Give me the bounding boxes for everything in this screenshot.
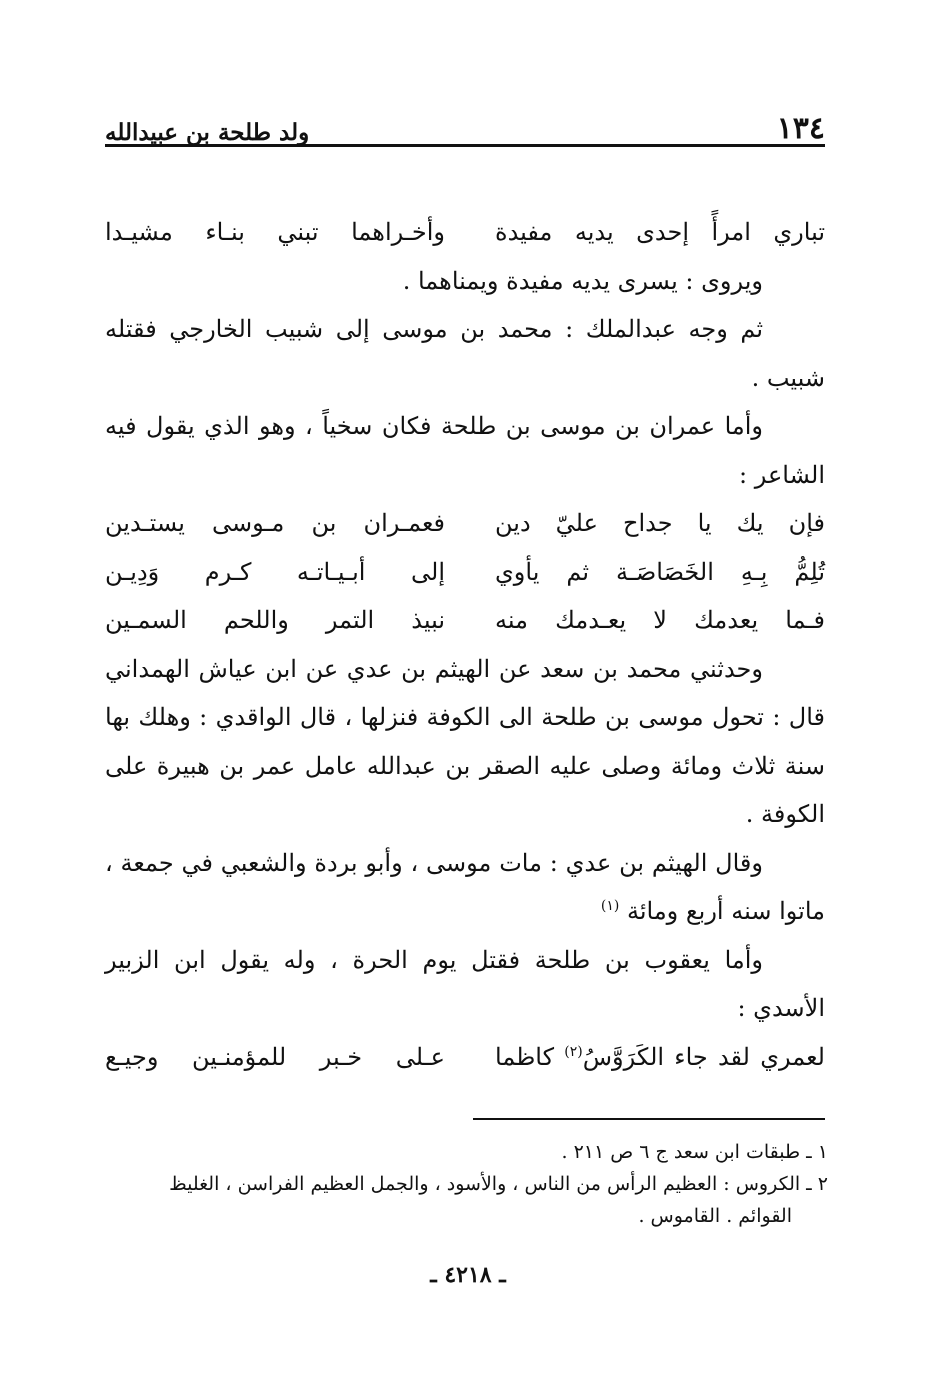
footnote: ١ ـ طبقات ابن سعد ج ٦ ص ٢١١ . — [561, 1141, 828, 1163]
footnote-marker: (١) — [600, 898, 620, 914]
paragraph-line: الكوفة . — [745, 800, 825, 828]
verse-first-hemistich — [495, 1033, 825, 1082]
verse-first-hemistich: فـما يعدمك لا يعـدمك منه — [495, 606, 825, 634]
footnote: ٢ ـ الكروس : العظيم الرأس من الناس ، والأسود ، والجمل العظيم الفراسن ، الغليظ — [169, 1173, 828, 1195]
paragraph-line: وأما يعقوب بن طلحة فقتل يوم الحرة ، وله يقول ابن الزبير — [105, 945, 763, 974]
paragraph-line: الأسدي : — [737, 994, 825, 1022]
verse-second-hemistich: فعمـران بن مـوسى يستـدين — [105, 509, 445, 537]
footnote-continuation: القوائم . القاموس . — [638, 1205, 792, 1227]
verse-first-hemistich: تباري امرأً إحدى يديه مفيدة — [495, 218, 825, 246]
paragraph-line — [105, 887, 825, 936]
verse-first-hemistich: تُلِمُّ بِـهِ الخَصَاصَـة ثم يأوي — [495, 557, 825, 586]
paragraph-line: قال : تحول موسى بن طلحة الى الكوفة فنزلها ، قال الواقدي : وهلك بها — [105, 703, 825, 731]
page-number: ١٣٤ — [776, 111, 825, 146]
paragraph-line: شبيب . — [751, 363, 825, 392]
verse-text: كاظما — [495, 1042, 555, 1071]
footnote-rule — [473, 1118, 825, 1120]
verse-second-hemistich: عـلى خـبر للمؤمنـين وجيـع — [105, 1042, 445, 1071]
header-rule — [105, 144, 825, 147]
footnotes — [110, 1136, 828, 1232]
footer-page-number: ـ ٤٢١٨ ـ — [430, 1262, 506, 1288]
page-header — [105, 98, 825, 144]
paragraph-line: ويروى : يسرى يديه مفيدة ويمناهما . — [402, 266, 763, 295]
footnote-marker: (٢) — [564, 1043, 583, 1060]
verse-second-hemistich: إلى أبـيـاتـه كـرم وَدِيـن — [105, 557, 445, 586]
verse-line — [105, 1033, 825, 1082]
poem-line — [105, 499, 825, 548]
verse-text: لعمري لقد جاء الكَرَوَّسُ — [582, 1042, 825, 1071]
poem-line — [105, 548, 825, 597]
paragraph-line: سنة ثلاث ومائة وصلى عليه الصقر بن عبدالله عامل عمر بن هبيرة على — [105, 751, 825, 780]
paragraph-line: ثم وجه عبدالملك : محمد بن موسى إلى شبيب الخارجي فقتله — [105, 315, 763, 343]
paragraph-text: ماتوا سنه أربع ومائة — [626, 897, 825, 925]
main-text — [105, 208, 825, 1081]
paragraph-line: الشاعر : — [739, 460, 825, 489]
paragraph-line: وحدثني محمد بن سعد عن الهيثم بن عدي عن ابن عياش الهمداني — [105, 654, 763, 683]
verse-line — [105, 208, 825, 257]
verse-second-hemistich: نبيذ التمر واللحم السمـين — [105, 606, 445, 634]
verse-second-hemistich: وأخـراهما تبني بنـاء مشيـدا — [105, 218, 445, 246]
paragraph-line: وأما عمران بن موسى بن طلحة فكان سخياً ، وهو الذي يقول فيه — [105, 412, 763, 440]
poem-line — [105, 596, 825, 645]
verse-first-hemistich: فإن يك يا جداح عليّ دين — [495, 509, 825, 537]
running-title: ولد طلحة بن عبيدالله — [105, 119, 310, 146]
paragraph-line: وقال الهيثم بن عدي : مات موسى ، وأبو بردة والشعبي في جمعة ، — [105, 848, 763, 877]
